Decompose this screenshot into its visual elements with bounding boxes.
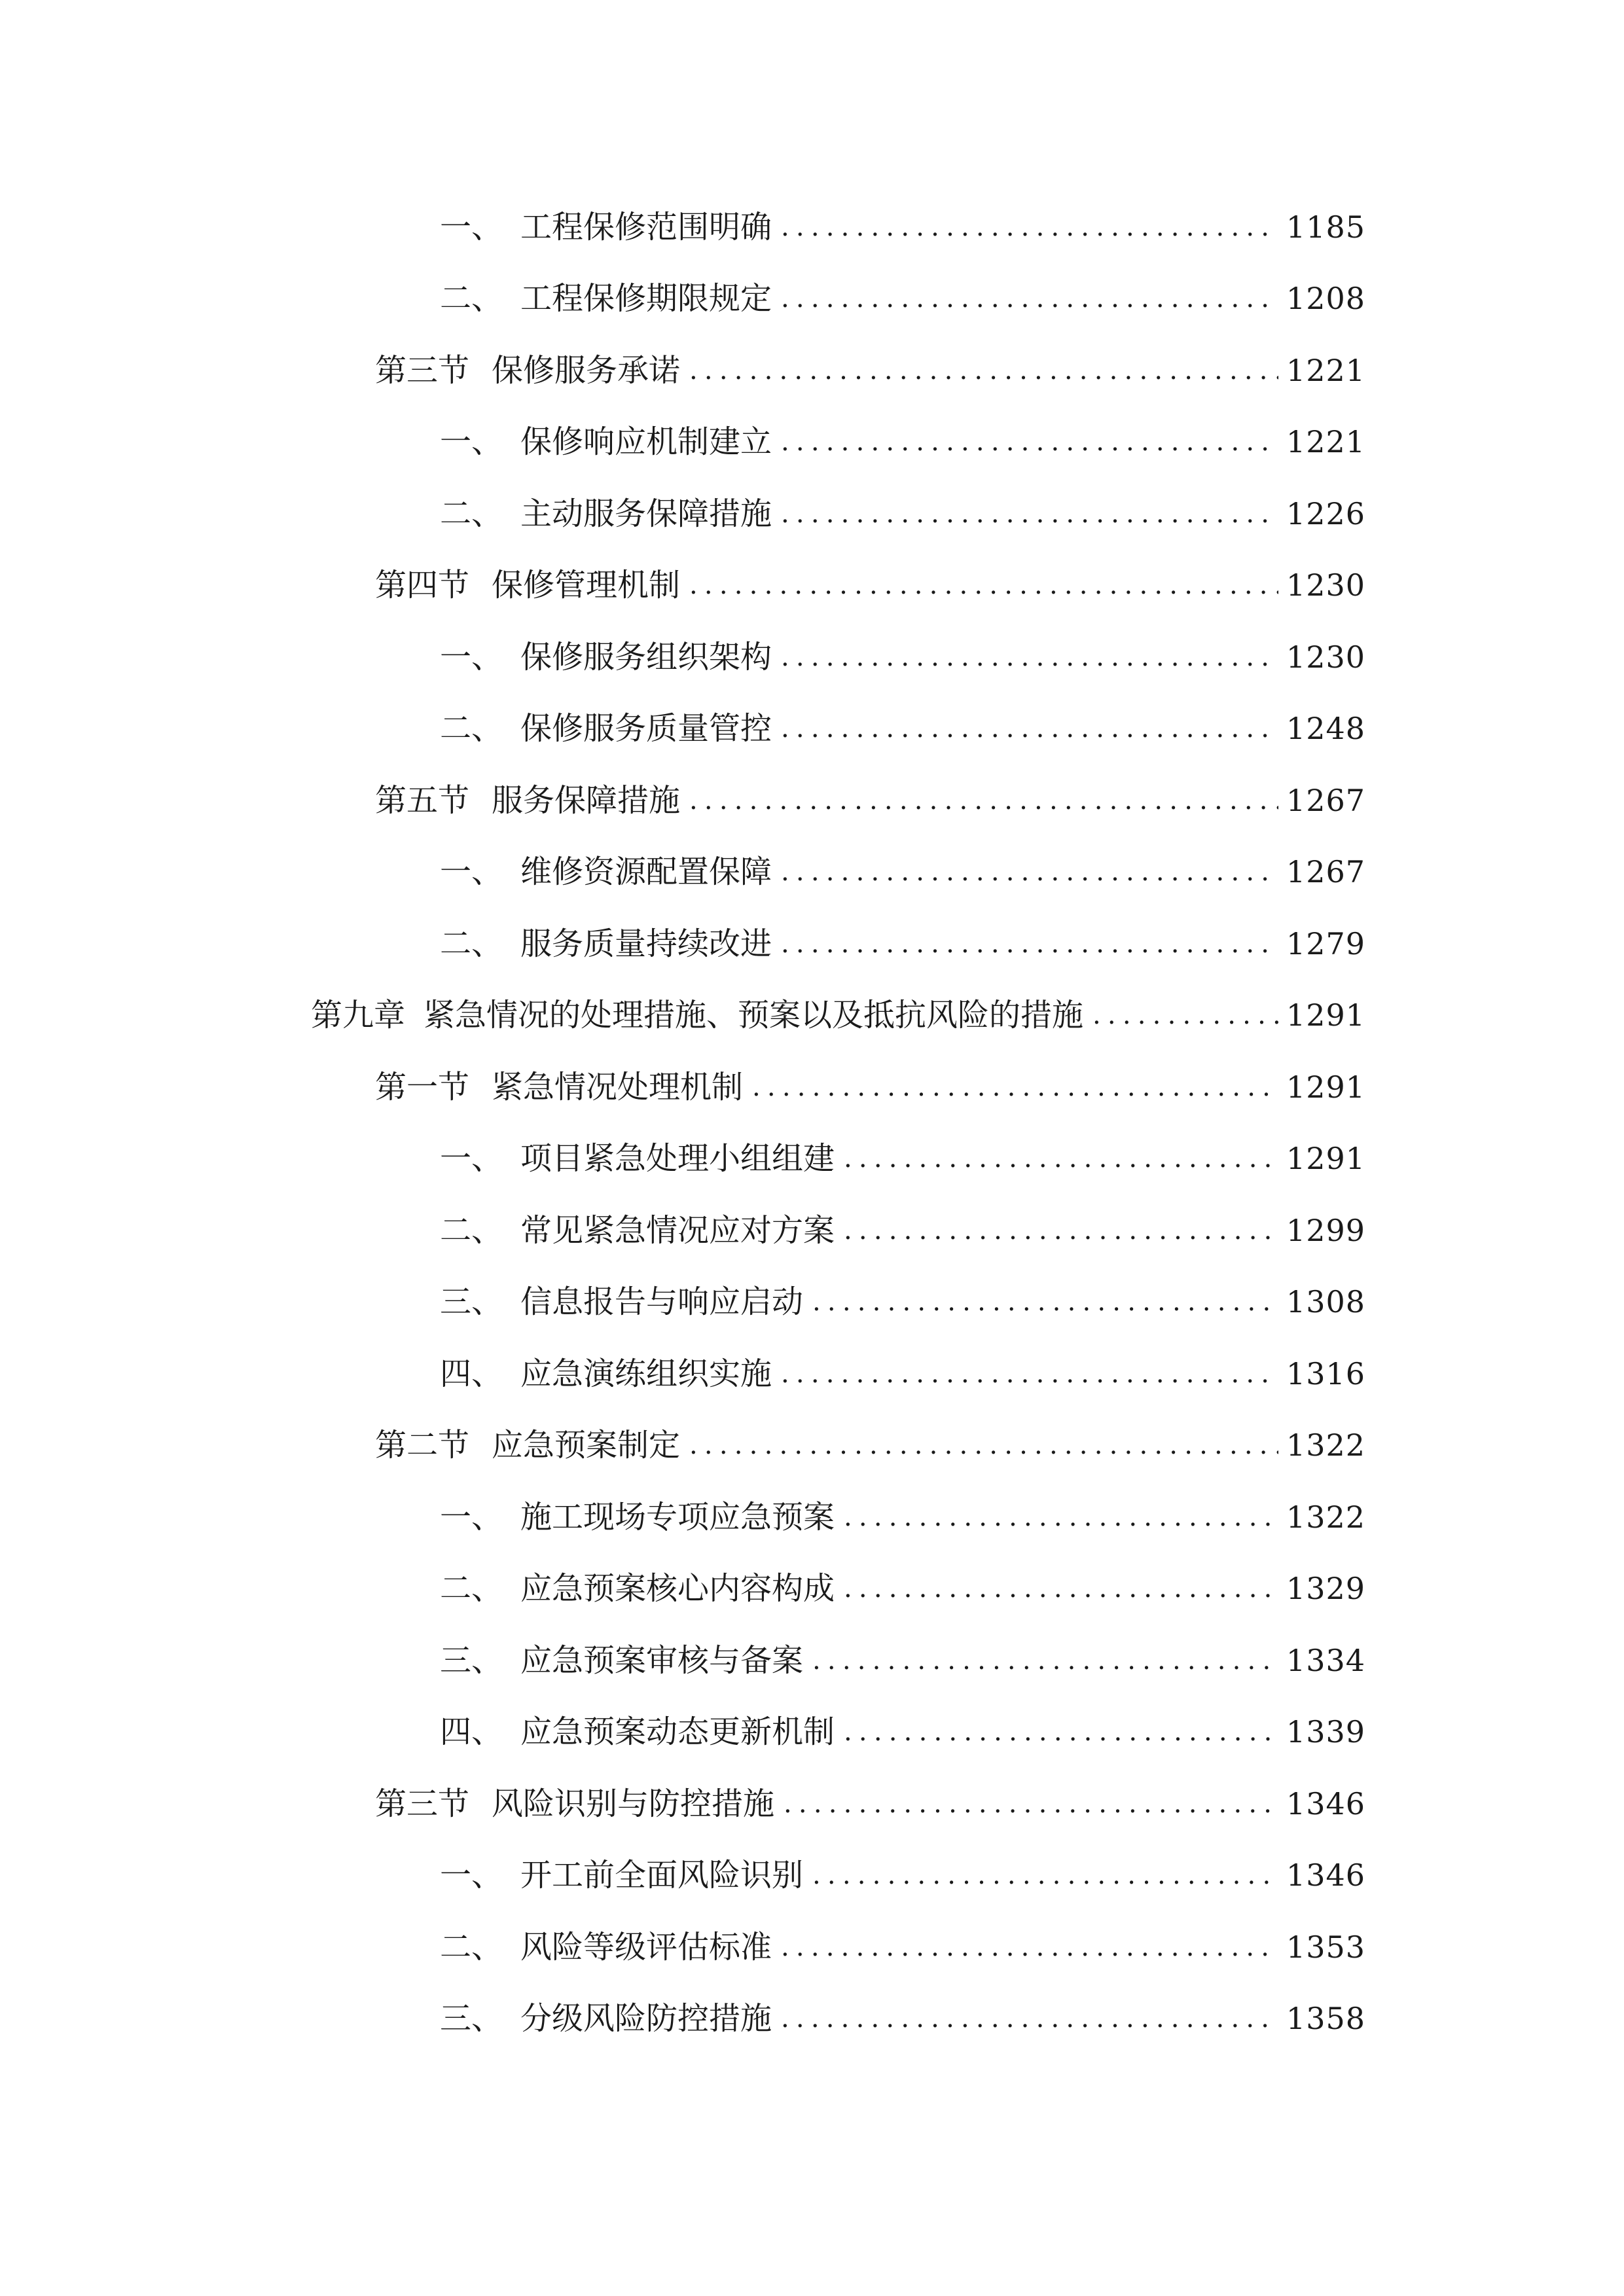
- toc-entry[interactable]: [0, 621, 1624, 693]
- toc-entry-number: 第四节: [375, 567, 470, 604]
- toc-entry[interactable]: [0, 1840, 1624, 1912]
- toc-entry-number: 一、: [440, 423, 503, 461]
- toc-dot-leader: [844, 1504, 1278, 1530]
- toc-entry[interactable]: [0, 1553, 1624, 1625]
- toc-entry-number: 第三节: [375, 1785, 470, 1822]
- toc-entry-title: 主动服务保障措施: [520, 495, 772, 532]
- table-of-contents: [0, 191, 1624, 2054]
- toc-entry-number: 二、: [440, 1928, 503, 1965]
- toc-dot-leader: [781, 931, 1278, 957]
- toc-dot-leader: [781, 214, 1278, 240]
- toc-entry-page: 1230: [1286, 567, 1365, 603]
- toc-entry-page: 1267: [1286, 854, 1365, 890]
- toc-entry-number: 三、: [440, 1283, 503, 1321]
- toc-dot-leader: [781, 859, 1278, 885]
- toc-entry-page: 1358: [1286, 2001, 1365, 2037]
- toc-entry[interactable]: [0, 836, 1624, 908]
- toc-entry-number: 第五节: [375, 781, 470, 819]
- toc-entry-page: 1221: [1286, 352, 1365, 388]
- toc-entry-number: 一、: [440, 1498, 503, 1535]
- toc-entry[interactable]: [0, 1194, 1624, 1266]
- toc-entry[interactable]: [0, 764, 1624, 836]
- toc-entry-page: 1329: [1286, 1571, 1365, 1607]
- toc-entry-title: 维修资源配置保障: [520, 853, 772, 891]
- toc-dot-leader: [844, 1575, 1278, 1602]
- toc-entry-page: 1299: [1286, 1212, 1365, 1248]
- toc-dot-leader: [1092, 1002, 1278, 1028]
- toc-entry[interactable]: [0, 908, 1624, 980]
- toc-entry[interactable]: [0, 1911, 1624, 1983]
- toc-entry-page: 1208: [1286, 281, 1365, 317]
- toc-dot-leader: [812, 1289, 1278, 1315]
- toc-entry-number: 一、: [440, 638, 503, 675]
- toc-entry-number: 二、: [440, 280, 503, 317]
- toc-dot-leader: [781, 2005, 1278, 2032]
- toc-dot-leader: [781, 644, 1278, 670]
- toc-entry[interactable]: [0, 263, 1624, 335]
- toc-entry-number: 第九章: [311, 997, 406, 1034]
- toc-entry[interactable]: [0, 1123, 1624, 1195]
- toc-dot-leader: [784, 1791, 1278, 1817]
- toc-entry-page: 1291: [1286, 1069, 1365, 1105]
- toc-entry-page: 1185: [1286, 209, 1365, 245]
- toc-entry-number: 二、: [440, 495, 503, 532]
- toc-entry[interactable]: [0, 1983, 1624, 2055]
- toc-entry-page: 1346: [1286, 1857, 1365, 1893]
- toc-dot-leader: [689, 572, 1278, 598]
- toc-entry-title: 应急预案审核与备案: [520, 1641, 804, 1679]
- toc-entry[interactable]: [0, 191, 1624, 263]
- toc-entry-number: 二、: [440, 710, 503, 747]
- toc-entry-page: 1291: [1286, 1141, 1365, 1177]
- toc-entry-number: 三、: [440, 1641, 503, 1679]
- toc-dot-leader: [689, 787, 1278, 814]
- toc-dot-leader: [781, 715, 1278, 742]
- toc-entry-page: 1322: [1286, 1499, 1365, 1535]
- toc-entry-number: 一、: [440, 1140, 503, 1177]
- toc-entry[interactable]: [0, 1338, 1624, 1410]
- toc-entry-page: 1339: [1286, 1714, 1365, 1750]
- toc-entry[interactable]: [0, 1481, 1624, 1553]
- toc-dot-leader: [844, 1217, 1278, 1244]
- toc-entry-title: 紧急情况处理机制: [492, 1068, 744, 1105]
- toc-entry-title: 应急预案制定: [492, 1427, 681, 1464]
- toc-entry-number: 第三节: [375, 351, 470, 389]
- toc-entry-number: 一、: [440, 1857, 503, 1894]
- toc-entry-title: 常见紧急情况应对方案: [520, 1211, 835, 1249]
- toc-entry-page: 1308: [1286, 1284, 1365, 1320]
- toc-entry[interactable]: [0, 1696, 1624, 1768]
- toc-entry-page: 1267: [1286, 782, 1365, 818]
- toc-entry-page: 1248: [1286, 711, 1365, 747]
- toc-entry[interactable]: [0, 478, 1624, 550]
- toc-entry-title: 风险等级评估标准: [520, 1928, 772, 1965]
- toc-entry-number: 二、: [440, 1211, 503, 1249]
- toc-entry-title: 服务保障措施: [492, 781, 681, 819]
- toc-dot-leader: [781, 429, 1278, 455]
- toc-dot-leader: [844, 1719, 1278, 1745]
- toc-entry-page: 1230: [1286, 639, 1365, 675]
- toc-entry-number: 第一节: [375, 1068, 470, 1105]
- toc-dot-leader: [781, 1361, 1278, 1387]
- toc-entry-title: 保修服务组织架构: [520, 638, 772, 675]
- toc-entry-title: 工程保修期限规定: [520, 280, 772, 317]
- toc-entry-number: 一、: [440, 853, 503, 891]
- toc-entry-page: 1291: [1286, 997, 1365, 1033]
- toc-dot-leader: [844, 1145, 1278, 1172]
- toc-entry-number: 第二节: [375, 1427, 470, 1464]
- toc-entry[interactable]: [0, 1624, 1624, 1696]
- toc-entry-chapter[interactable]: [0, 980, 1624, 1052]
- toc-dot-leader: [781, 1934, 1278, 1960]
- toc-entry-number: 二、: [440, 925, 503, 962]
- toc-entry[interactable]: [0, 1266, 1624, 1338]
- toc-entry-title: 保修管理机制: [492, 567, 681, 604]
- toc-entry[interactable]: [0, 1051, 1624, 1123]
- toc-entry-page: 1221: [1286, 424, 1365, 460]
- toc-entry-title: 保修服务质量管控: [520, 710, 772, 747]
- toc-entry-title: 保修服务承诺: [492, 351, 681, 389]
- toc-entry[interactable]: [0, 406, 1624, 478]
- toc-dot-leader: [812, 1862, 1278, 1888]
- toc-dot-leader: [812, 1647, 1278, 1674]
- toc-entry-title: 开工前全面风险识别: [520, 1857, 804, 1894]
- toc-entry-number: 一、: [440, 208, 503, 245]
- toc-entry-page: 1346: [1286, 1785, 1365, 1821]
- toc-entry-number: 三、: [440, 2000, 503, 2037]
- toc-dot-leader: [689, 357, 1278, 384]
- toc-entry-title: 应急演练组织实施: [520, 1355, 772, 1392]
- toc-entry[interactable]: [0, 1768, 1624, 1840]
- toc-entry-title: 工程保修范围明确: [520, 208, 772, 245]
- toc-entry-title: 分级风险防控措施: [520, 2000, 772, 2037]
- toc-entry-title: 项目紧急处理小组组建: [520, 1140, 835, 1177]
- toc-entry-page: 1279: [1286, 925, 1365, 961]
- toc-entry-page: 1353: [1286, 1929, 1365, 1965]
- toc-dot-leader: [781, 501, 1278, 527]
- toc-entry-number: 二、: [440, 1570, 503, 1607]
- toc-entry[interactable]: [0, 550, 1624, 622]
- toc-entry-title: 应急预案核心内容构成: [520, 1570, 835, 1607]
- toc-entry-number: 四、: [440, 1355, 503, 1392]
- toc-entry-number: 四、: [440, 1713, 503, 1751]
- toc-entry-title: 应急预案动态更新机制: [520, 1713, 835, 1751]
- toc-entry-title: 保修响应机制建立: [520, 423, 772, 461]
- toc-entry-title: 信息报告与响应启动: [520, 1283, 804, 1321]
- toc-entry-title: 紧急情况的处理措施、预案以及抵抗风险的措施: [424, 997, 1084, 1034]
- toc-entry-title: 服务质量持续改进: [520, 925, 772, 962]
- toc-dot-leader: [752, 1074, 1278, 1100]
- toc-entry-page: 1226: [1286, 495, 1365, 531]
- toc-entry[interactable]: [0, 1410, 1624, 1482]
- toc-entry-title: 风险识别与防控措施: [492, 1785, 775, 1822]
- toc-dot-leader: [781, 285, 1278, 312]
- toc-dot-leader: [689, 1432, 1278, 1458]
- toc-entry-page: 1322: [1286, 1427, 1365, 1463]
- toc-entry-page: 1334: [1286, 1642, 1365, 1678]
- toc-entry[interactable]: [0, 693, 1624, 765]
- toc-entry[interactable]: [0, 334, 1624, 406]
- toc-entry-title: 施工现场专项应急预案: [520, 1498, 835, 1535]
- toc-entry-page: 1316: [1286, 1355, 1365, 1391]
